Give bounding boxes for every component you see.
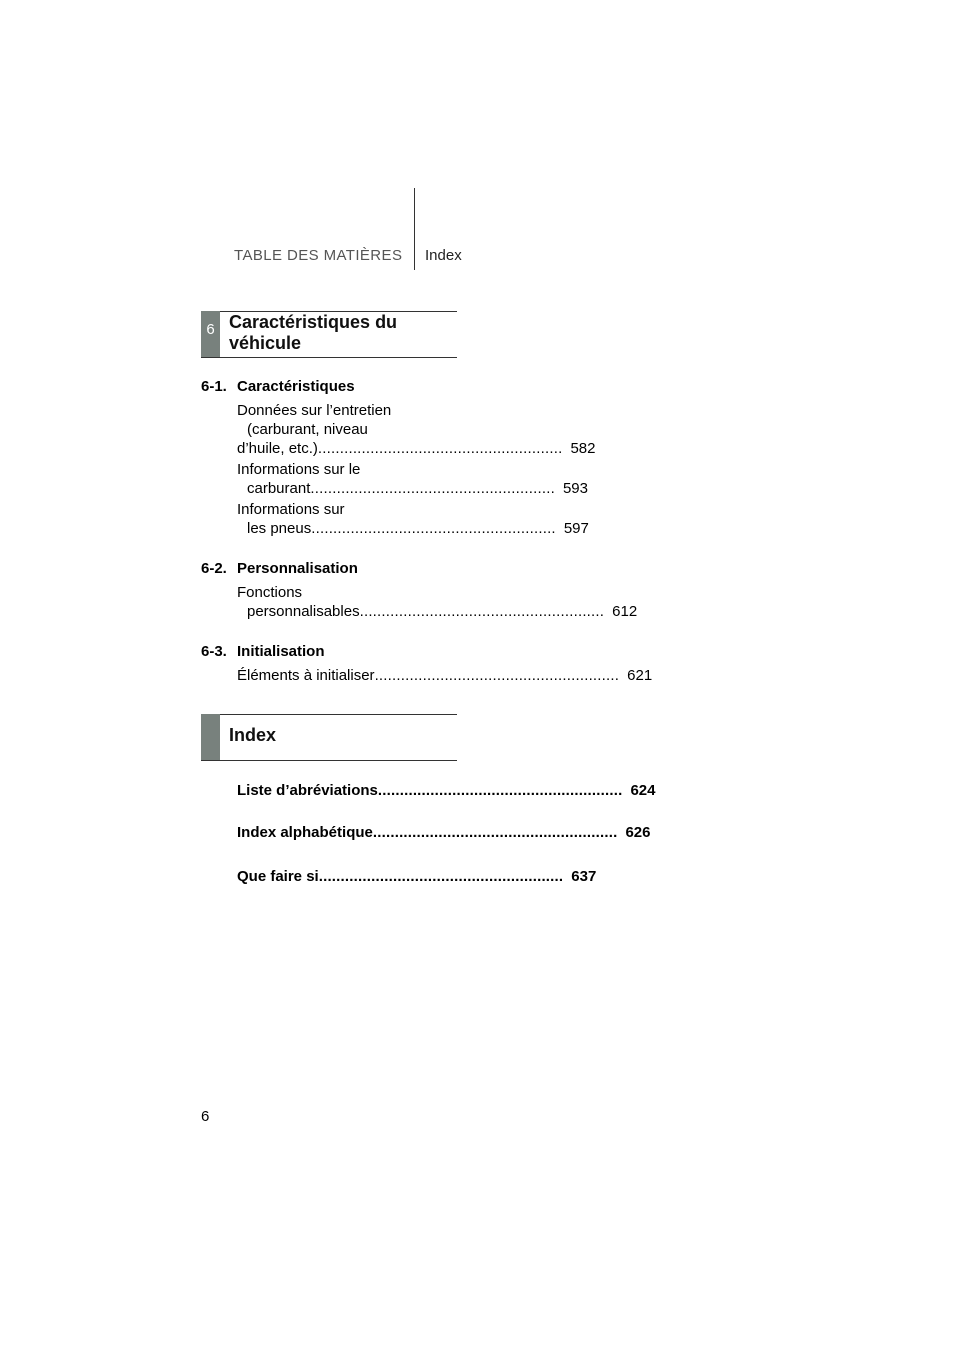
section-6-title-line2: véhicule	[229, 333, 302, 353]
page-ref: 637	[571, 868, 597, 885]
leader-dots: ........................................................	[318, 868, 564, 885]
chapter-code-6-3: 6-3.	[201, 643, 227, 660]
entry-line: Informations sur le	[237, 461, 361, 478]
section-6-number: 6	[206, 321, 215, 338]
nav-index-link[interactable]: Index	[425, 247, 462, 264]
leader-dots: ........................................................	[359, 603, 605, 620]
page-ref: 624	[630, 782, 656, 799]
entry-line: (carburant, niveau	[247, 421, 368, 438]
leader-dots: ........................................................	[374, 667, 620, 684]
entry-line-last: d’huile, etc.)	[237, 440, 318, 457]
page-ref: 582	[570, 440, 596, 457]
leader-dots: ........................................................	[377, 782, 623, 799]
leader-dots: ........................................................	[311, 520, 556, 537]
chapter-code-6-2: 6-2.	[201, 560, 227, 577]
nav-divider	[414, 188, 415, 270]
section-6-bottom-rule	[201, 357, 457, 358]
toc-entry-elements-initialiser[interactable]	[237, 666, 653, 685]
page-ref: 597	[563, 520, 589, 537]
leader-dots: ........................................................	[317, 440, 563, 457]
chapter-code-6-1: 6-1.	[201, 378, 227, 395]
index-section-tab	[201, 714, 220, 760]
toc-entry-informations-pneus[interactable]	[237, 500, 589, 538]
index-section-title: Index	[229, 725, 277, 745]
entry-text: Liste d’abréviations	[237, 782, 378, 799]
toc-entry-index-alphabetique[interactable]	[237, 823, 651, 842]
entry-line: Données sur l’entretien	[237, 402, 392, 419]
entry-text: Index alphabétique	[237, 824, 373, 841]
entry-line-last: carburant	[247, 480, 311, 497]
toc-entry-fonctions-personnalisables[interactable]	[237, 583, 638, 621]
page-number: 6	[201, 1108, 210, 1125]
entry-text: Que faire si	[237, 868, 319, 885]
toc-entry-liste-abreviations[interactable]	[237, 781, 656, 800]
chapter-title-6-1[interactable]: Caractéristiques	[237, 378, 355, 395]
toc-entry-donnees-entretien[interactable]	[237, 401, 596, 458]
page-ref: 593	[562, 480, 588, 497]
index-section-bottom-rule	[201, 760, 457, 761]
entry-line: Informations sur	[237, 501, 345, 518]
entry-line: Fonctions	[237, 584, 303, 601]
leader-dots: ........................................................	[372, 824, 618, 841]
page-ref: 621	[627, 667, 653, 684]
toc-entry-informations-carburant[interactable]	[237, 460, 588, 498]
page-ref: 626	[625, 824, 651, 841]
nav-toc-link[interactable]: TABLE DES MATIÈRES	[234, 247, 403, 264]
chapter-title-6-3[interactable]: Initialisation	[237, 643, 325, 660]
index-section-top-rule	[201, 714, 457, 715]
entry-line-last: personnalisables	[247, 603, 360, 620]
entry-line-last: Éléments à initialiser	[237, 667, 375, 684]
entry-line-last: les pneus	[247, 520, 312, 537]
page-ref: 612	[612, 603, 638, 620]
chapter-title-6-2[interactable]: Personnalisation	[237, 560, 358, 577]
toc-entry-que-faire-si[interactable]	[237, 867, 597, 886]
section-6-title-line1: Caractéristiques du	[229, 312, 398, 332]
section-6-title	[229, 312, 397, 354]
leader-dots: ........................................................	[310, 480, 555, 497]
section-6-tab	[201, 311, 220, 357]
